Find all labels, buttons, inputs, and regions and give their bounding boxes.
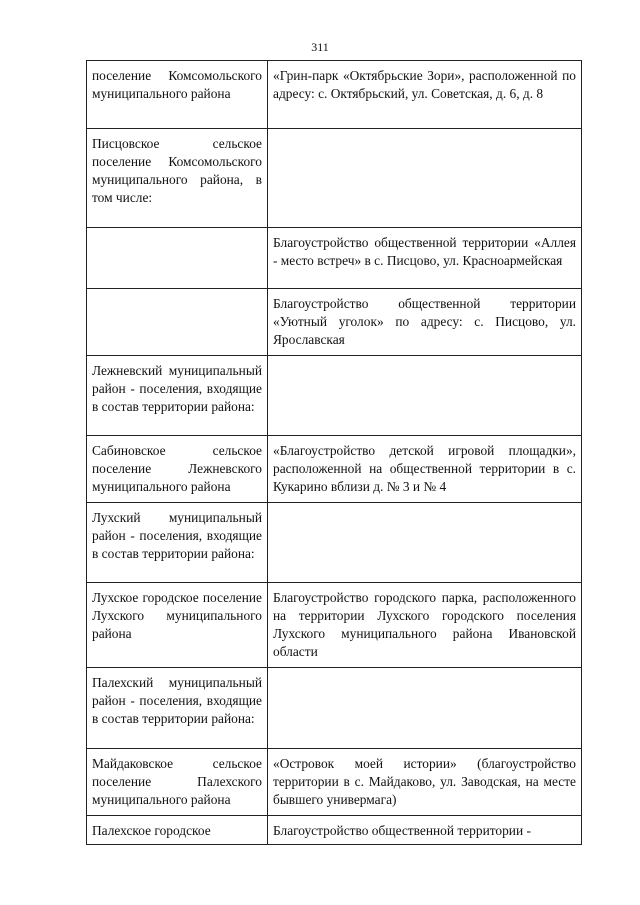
project-cell: Благоустройство общественной территории -: [268, 816, 582, 845]
settlement-cell: Лухское городское поселение Лухского муниципального района: [87, 583, 268, 668]
settlement-cell: [87, 289, 268, 356]
project-cell: [268, 668, 582, 749]
settlement-cell: Сабиновское сельское поселение Лежневского муниципального района: [87, 436, 268, 503]
project-cell: Благоустройство общественной территории «Уютный уголок» по адресу: с. Писцово, ул. Ярославская: [268, 289, 582, 356]
project-cell: Благоустройство городского парка, расположенного на территории Лухского городского поселения Лухского муниципального района Ивановской области: [268, 583, 582, 668]
table-row: [87, 356, 582, 436]
table-row: [87, 436, 582, 503]
project-cell: Благоустройство общественной территории «Аллея - место встреч» в с. Писцово, ул. Красноармейская: [268, 228, 582, 289]
project-cell: «Благоустройство детской игровой площадки», расположенной на общественной территории в с. Кукарино вблизи д. № 3 и № 4: [268, 436, 582, 503]
table-row: [87, 61, 582, 129]
page-number: 311: [311, 40, 329, 54]
settlement-cell: Палехское городское: [87, 816, 268, 845]
territories-table: [86, 60, 582, 845]
project-cell: «Островок моей истории» (благоустройство территории в с. Майдаково, ул. Заводская, на месте бывшего универмага): [268, 749, 582, 816]
settlement-cell: поселение Комсомольского муниципального района: [87, 61, 268, 129]
project-cell: [268, 129, 582, 228]
table-row: [87, 749, 582, 816]
project-cell: [268, 503, 582, 583]
settlement-cell: Майдаковское сельское поселение Палехского муниципального района: [87, 749, 268, 816]
settlement-cell: Лежневский муниципальный район - поселения, входящие в состав территории района:: [87, 356, 268, 436]
table-row: [87, 129, 582, 228]
settlement-cell: Лухский муниципальный район - поселения, входящие в состав территории района:: [87, 503, 268, 583]
table-row: [87, 289, 582, 356]
table-row: [87, 816, 582, 845]
table-row: [87, 583, 582, 668]
settlement-cell: [87, 228, 268, 289]
settlement-cell: Писцовское сельское поселение Комсомольского муниципального района, в том числе:: [87, 129, 268, 228]
table-row: [87, 503, 582, 583]
project-cell: [268, 356, 582, 436]
settlement-cell: Палехский муниципальный район - поселения, входящие в состав территории района:: [87, 668, 268, 749]
project-cell: «Грин-парк «Октябрьские Зори», расположенной по адресу: с. Октябрьский, ул. Советская, д. 6, д. 8: [268, 61, 582, 129]
table-row: [87, 668, 582, 749]
table-row: [87, 228, 582, 289]
